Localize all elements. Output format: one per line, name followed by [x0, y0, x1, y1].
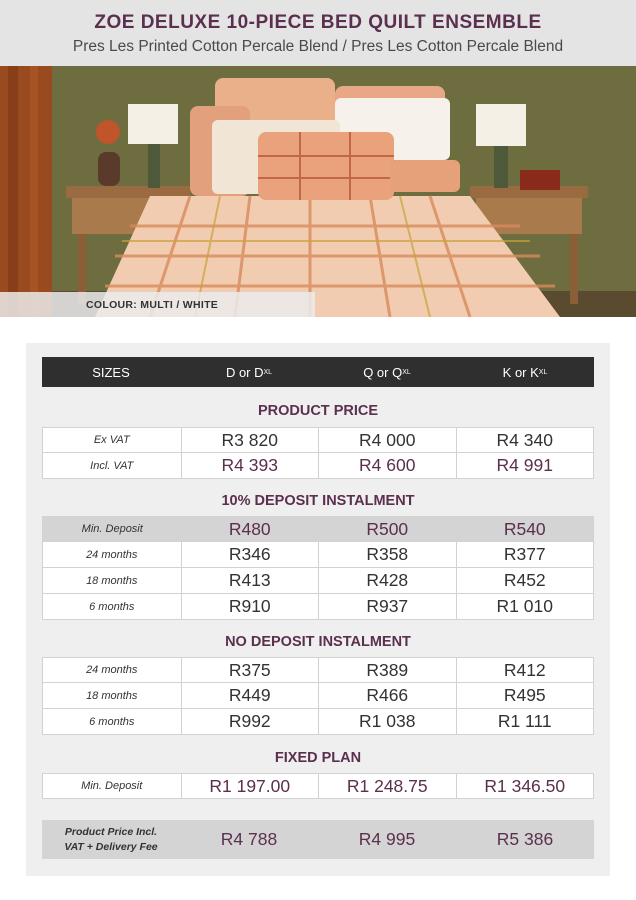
price-k: R540: [456, 517, 594, 541]
row-label: 24 months: [86, 548, 138, 561]
table-row: [42, 427, 594, 453]
product-photo: [0, 66, 636, 317]
sizes-header: SIZES: [92, 364, 130, 380]
price-k: R4 340: [456, 428, 594, 452]
table-row: [42, 568, 594, 594]
price-q: R4 000: [318, 428, 456, 452]
size-k-label: K or K: [502, 364, 539, 380]
table-row: [42, 453, 594, 479]
table-row: [42, 657, 594, 683]
price-d: R910: [181, 594, 319, 619]
colour-label: COLOUR: MULTI / WHITE: [86, 299, 219, 311]
total-k: R5 386: [496, 829, 554, 849]
price-k: R1 010: [456, 594, 594, 619]
price-k: R495: [456, 683, 594, 708]
price-q: R428: [318, 568, 456, 593]
size-header-row: [42, 357, 594, 387]
price-q: R1 038: [318, 709, 456, 734]
price-q: R1 248.75: [318, 774, 456, 798]
page-header: [0, 0, 636, 66]
table-row: [42, 516, 594, 542]
price-d: R375: [181, 658, 319, 682]
price-k: R452: [456, 568, 594, 593]
total-label-line1: Product Price Incl.: [64, 825, 158, 838]
price-q: R358: [318, 542, 456, 567]
row-label: Min. Deposit: [81, 780, 143, 792]
price-d: R992: [181, 709, 319, 734]
price-q: R389: [318, 658, 456, 682]
price-k: R377: [456, 542, 594, 567]
price-k: R1 346.50: [456, 774, 594, 798]
table-row: [42, 683, 594, 709]
size-k-header: [456, 357, 594, 387]
table-row: [42, 773, 594, 799]
row-label: 18 months: [86, 574, 138, 587]
price-d: R4 393: [181, 453, 319, 478]
table-row: [42, 709, 594, 735]
product-price-title: PRODUCT PRICE: [257, 403, 379, 419]
row-label: Min. Deposit: [43, 517, 181, 541]
price-d: R1 197.00: [181, 774, 319, 798]
price-table-panel: [26, 343, 610, 876]
row-label: Incl. VAT: [90, 459, 134, 472]
price-d: R449: [181, 683, 319, 708]
price-k: R412: [456, 658, 594, 682]
total-q: R4 995: [358, 829, 416, 849]
product-title: ZOE DELUXE 10-PIECE BED QUILT ENSEMBLE: [94, 12, 542, 33]
price-d: R480: [181, 517, 319, 541]
total-d: R4 788: [220, 829, 278, 849]
price-q: R500: [318, 517, 456, 541]
fixed-plan-title: FIXED PLAN: [274, 750, 362, 766]
price-q: R937: [318, 594, 456, 619]
size-d-header: [180, 357, 318, 387]
size-q-label: Q or Q: [363, 364, 403, 380]
product-subtitle: Pres Les Printed Cotton Percale Blend / Pres Les Cotton Percale Blend: [72, 38, 564, 55]
no-deposit-title: NO DEPOSIT INSTALMENT: [225, 634, 411, 650]
row-label: 18 months: [86, 689, 138, 702]
price-d: R413: [181, 568, 319, 593]
row-label: Ex VAT: [93, 434, 130, 446]
price-d: R346: [181, 542, 319, 567]
deposit-instalment-title: 10% DEPOSIT INSTALMENT: [221, 493, 415, 509]
total-label: [42, 820, 180, 859]
colour-tag: [0, 292, 315, 317]
row-label: 6 months: [89, 715, 135, 728]
total-label-line2: VAT + Delivery Fee: [64, 840, 158, 853]
price-q: R466: [318, 683, 456, 708]
total-price-row: [42, 820, 594, 859]
size-q-sup: XL: [402, 368, 411, 376]
table-row: [42, 542, 594, 568]
price-q: R4 600: [318, 453, 456, 478]
size-k-sup: XL: [538, 368, 548, 376]
row-label: 24 months: [86, 664, 138, 676]
size-q-header: [318, 357, 456, 387]
price-k: R1 111: [456, 709, 594, 734]
size-d-label: D or D: [225, 364, 264, 380]
price-d: R3 820: [181, 428, 319, 452]
row-label: 6 months: [89, 600, 135, 613]
table-row: [42, 594, 594, 620]
price-k: R4 991: [456, 453, 594, 478]
size-d-sup: XL: [263, 368, 273, 376]
